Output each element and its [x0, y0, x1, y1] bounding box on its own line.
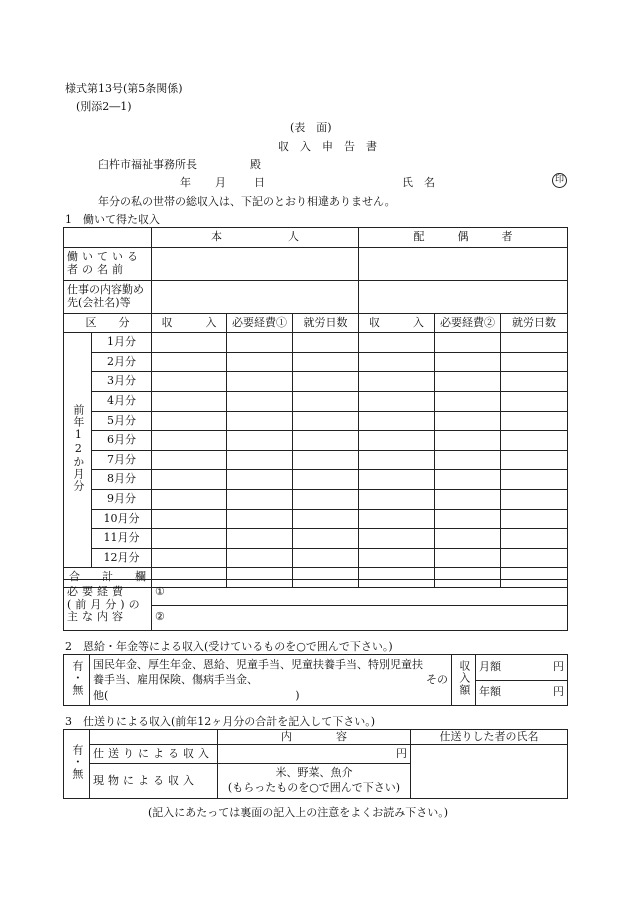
cell[interactable]	[435, 470, 501, 490]
cell[interactable]	[359, 470, 435, 490]
cell[interactable]	[501, 411, 568, 431]
section1-title: 1 働いて得た収入	[65, 213, 160, 226]
job-label: 仕事の内容勤め先(会社名)等	[64, 280, 152, 313]
cell[interactable]	[501, 391, 568, 411]
cell[interactable]	[152, 411, 227, 431]
remittance-table	[63, 729, 568, 799]
cell[interactable]	[359, 548, 435, 568]
declaration-text: 年分の私の世帯の総収入は、下記のとおり相違ありません。	[98, 195, 396, 208]
cell[interactable]	[227, 372, 293, 392]
cell[interactable]	[152, 509, 227, 529]
cell[interactable]	[227, 333, 293, 353]
content-header: 内 容	[218, 730, 411, 745]
cell[interactable]	[435, 548, 501, 568]
cell[interactable]	[359, 352, 435, 372]
date-day-label: 日	[254, 176, 265, 189]
cell[interactable]	[293, 548, 359, 568]
cell[interactable]	[227, 509, 293, 529]
cell[interactable]	[293, 352, 359, 372]
cell[interactable]	[152, 470, 227, 490]
cell[interactable]	[435, 352, 501, 372]
month-label: 4月分	[92, 391, 152, 411]
cell[interactable]	[501, 470, 568, 490]
section2-title: 2 恩給・年金等による収入(受けているものを○で囲んで下さい。)	[65, 640, 393, 653]
cell[interactable]	[152, 391, 227, 411]
month-label: 9月分	[92, 489, 152, 509]
cell[interactable]	[359, 372, 435, 392]
cell[interactable]	[293, 391, 359, 411]
expense-contents-label: 必要経費(前月分)の主な内容	[64, 580, 152, 631]
self-days-header: 就労日数	[293, 313, 359, 333]
expense-row-2[interactable]: ②	[152, 605, 568, 631]
cell[interactable]	[501, 333, 568, 353]
month-label: 3月分	[92, 372, 152, 392]
expense-contents-table	[63, 579, 568, 631]
cell[interactable]	[435, 333, 501, 353]
side-label: (表 面)	[290, 121, 332, 134]
month-label: 1月分	[92, 333, 152, 353]
yearly-amount-field[interactable]: 年額 円	[476, 680, 568, 706]
cell[interactable]	[359, 431, 435, 451]
cell[interactable]	[359, 333, 435, 353]
cell[interactable]	[501, 509, 568, 529]
blank-header	[90, 730, 218, 745]
cell[interactable]	[227, 431, 293, 451]
month-label: 6月分	[92, 431, 152, 451]
cell[interactable]	[293, 372, 359, 392]
cell[interactable]	[435, 411, 501, 431]
cell[interactable]	[152, 333, 227, 353]
spouse-job-field[interactable]	[359, 280, 568, 313]
worker-names-label: 働いている者の名前	[64, 247, 152, 280]
cell[interactable]	[227, 529, 293, 549]
sender-name-field[interactable]	[411, 745, 568, 799]
date-month-label: 月	[215, 176, 226, 189]
spouse-income-header: 収 入	[359, 313, 435, 333]
cell[interactable]	[152, 489, 227, 509]
self-income-header: 収 入	[152, 313, 227, 333]
cell[interactable]	[227, 489, 293, 509]
section3-title: 3 仕送りによる収入(前年12ヶ月分の合計を記入して下さい。)	[65, 715, 376, 728]
cell[interactable]	[227, 548, 293, 568]
addressee: 臼杵市福祉事務所長	[98, 158, 197, 171]
monthly-amount-field[interactable]: 月額 円	[476, 655, 568, 681]
month-label: 7月分	[92, 450, 152, 470]
cell[interactable]	[501, 548, 568, 568]
self-expense-header: 必要経費①	[227, 313, 293, 333]
cell[interactable]	[293, 431, 359, 451]
cell[interactable]	[152, 529, 227, 549]
footer-note: (記入にあたっては裏面の記入上の注意をよくお読み下さい。)	[148, 806, 449, 819]
cell[interactable]	[227, 352, 293, 372]
spouse-expense-header: 必要経費②	[435, 313, 501, 333]
cell[interactable]	[293, 470, 359, 490]
cell[interactable]	[359, 529, 435, 549]
annex-label: (別添2―1)	[76, 100, 132, 113]
cell[interactable]	[501, 489, 568, 509]
cash-remittance-field[interactable]: 円	[218, 745, 411, 764]
cell[interactable]	[152, 450, 227, 470]
sender-header: 仕送りした者の氏名	[411, 730, 568, 745]
cell[interactable]	[293, 333, 359, 353]
cash-remittance-label: 仕送りによる収入	[90, 745, 218, 764]
earned-income-table	[63, 227, 568, 588]
cell[interactable]	[293, 509, 359, 529]
month-label: 2月分	[92, 352, 152, 372]
period-label: 前年12か月分	[64, 333, 92, 568]
cell[interactable]	[152, 352, 227, 372]
cell[interactable]	[227, 450, 293, 470]
cell[interactable]	[293, 411, 359, 431]
self-worker-name-field[interactable]	[152, 247, 359, 280]
cell[interactable]	[435, 391, 501, 411]
honorific: 殿	[250, 158, 261, 171]
cell[interactable]	[227, 411, 293, 431]
cell[interactable]	[501, 529, 568, 549]
cell[interactable]	[359, 391, 435, 411]
cell[interactable]	[501, 450, 568, 470]
date-year-label: 年	[180, 176, 191, 189]
cell[interactable]	[501, 372, 568, 392]
cell[interactable]	[435, 450, 501, 470]
goods-income-label: 現物による収入	[90, 764, 218, 799]
form-number: 様式第13号(第5条関係)	[65, 82, 183, 95]
pension-types[interactable]: 国民年金、厚生年金、恩給、児童手当、児童扶養手当、特別児童扶 養手当、雇用保険、傷病手当金、 その 他( )	[90, 655, 452, 706]
income-amount-label: 収入額	[452, 655, 476, 706]
self-header: 本 人	[152, 228, 359, 248]
cell[interactable]	[359, 509, 435, 529]
expense-row-1[interactable]: ①	[152, 580, 568, 606]
category-header: 区 分	[64, 313, 152, 333]
corner-cell	[64, 228, 152, 248]
total-label: 合 計 欄	[64, 568, 152, 588]
spouse-worker-name-field[interactable]	[359, 247, 568, 280]
remittance-yes-no[interactable]: 有・無	[64, 730, 90, 799]
cell[interactable]	[435, 489, 501, 509]
cell[interactable]	[293, 450, 359, 470]
spouse-days-header: 就労日数	[501, 313, 568, 333]
cell[interactable]	[435, 529, 501, 549]
goods-income-field[interactable]: 米、野菜、魚介 (もらったものを○で囲んで下さい)	[218, 764, 411, 799]
pension-table	[63, 654, 568, 706]
month-label: 8月分	[92, 470, 152, 490]
pension-yes-no[interactable]: 有・無	[64, 655, 90, 706]
cell[interactable]	[435, 509, 501, 529]
cell[interactable]	[435, 372, 501, 392]
cell[interactable]	[293, 529, 359, 549]
month-label: 10月分	[92, 509, 152, 529]
cell[interactable]	[227, 470, 293, 490]
name-label: 氏 名	[402, 176, 435, 189]
cell[interactable]	[359, 411, 435, 431]
month-label: 11月分	[92, 529, 152, 549]
cell[interactable]	[501, 431, 568, 451]
month-label: 12月分	[92, 548, 152, 568]
month-label: 5月分	[92, 411, 152, 431]
cell[interactable]	[152, 431, 227, 451]
cell[interactable]	[359, 450, 435, 470]
cell[interactable]	[501, 352, 568, 372]
cell[interactable]	[293, 489, 359, 509]
self-job-field[interactable]	[152, 280, 359, 313]
cell[interactable]	[435, 431, 501, 451]
cell[interactable]	[227, 391, 293, 411]
page-title: 収 入 申 告 書	[278, 140, 377, 153]
seal-mark: 印	[552, 172, 567, 188]
cell[interactable]	[152, 372, 227, 392]
spouse-header: 配 偶 者	[359, 228, 568, 248]
cell[interactable]	[152, 548, 227, 568]
cell[interactable]	[359, 489, 435, 509]
